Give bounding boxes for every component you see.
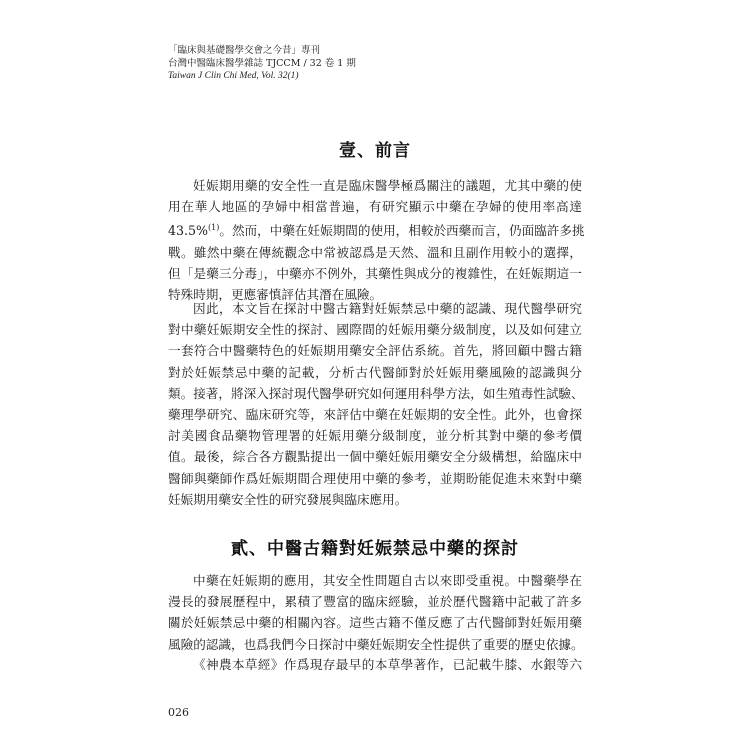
text-line: 戰。雖然中藥在傳統觀念中常被認爲是天然、溫和且副作用較小的選擇，: [168, 244, 582, 260]
section-2-paragraph-2: [168, 654, 582, 675]
text-fragment: 。然而，中藥在妊娠期間的使用，相較於西藥而言，仍面臨許多挑: [219, 223, 585, 239]
text-line: 中藥在妊娠期的應用，其安全性問題自古以來即受重視。中醫藥學在: [193, 573, 582, 588]
text-line: 藥理學研究、臨床研究等，來評估中藥在妊娠期的安全性。此外，也會探: [168, 407, 582, 423]
text-line: 妊娠期用藥的安全性一直是臨床醫學極爲關注的議題，尤其中藥的使: [193, 178, 582, 193]
text-line: 一套符合中醫藥特色的妊娠期用藥安全評估系統。首先，將回顧中醫古籍: [168, 343, 582, 359]
text-line: 漫長的發展歷程中，累積了豐富的臨床經驗，並於歷代醫籍中記載了許多: [168, 594, 582, 610]
page-number: 026: [168, 706, 189, 719]
text-line: 妊娠期用藥安全性的研究發展與臨床應用。: [168, 491, 408, 507]
text-line: 關於妊娠禁忌中藥的相關內容。這些古籍不僅反應了古代醫師對妊娠用藥: [168, 615, 582, 631]
section-2-paragraph-1: [168, 570, 582, 655]
text-line: 類。接著，將深入探討現代醫學研究如何運用科學方法，如生殖毒性試驗、: [168, 385, 584, 401]
text-line: 討美國食品藥物管理署的妊娠用藥分級制度，並分析其對中藥的參考價: [168, 428, 582, 444]
text-line: 對於妊娠禁忌中藥的記載，分析古代醫師對於妊娠用藥風險的認識與分: [168, 364, 582, 380]
section-1-paragraph-1: [168, 175, 585, 305]
text-line: 風險的認識，也爲我們今日探討中藥妊娠期安全性提供了重要的歷史依據。: [168, 636, 584, 652]
text-line: 特殊時期，更應審慎評估其潛在風險。: [168, 287, 383, 303]
statistic-text: 43.5%: [168, 223, 209, 239]
text-line: 但「是藥三分毒」，中藥亦不例外，其藥性與成分的複雜性，在妊娠期這一: [168, 266, 582, 281]
text-line: 《神農本草經》作爲現存最早的本草學著作，已記載牛膝、水銀等六: [193, 657, 582, 672]
text-line: 用在華人地區的孕婦中相當普遍，有研究顯示中藥在孕婦的使用率高達: [168, 199, 582, 215]
text-line: 因此，本文旨在探討中醫古籍對妊娠禁忌中藥的認識、現代醫學研究: [193, 301, 582, 316]
citation-marker: (1): [208, 223, 220, 233]
header-journal-volume: 台灣中醫臨床醫學雜誌 TJCCM / 32 卷 1 期: [168, 58, 356, 69]
text-line: 醫師與藥師作爲妊娠期間合理使用中藥的參考，並期盼能促進未來對中藥: [168, 470, 582, 486]
header-journal-english: Taiwan J Clin Chi Med, Vol. 32(1): [168, 71, 299, 81]
section-1-title: 壹、前言: [339, 141, 411, 161]
running-header: [168, 44, 356, 83]
text-line: 對中藥妊娠期安全性的探討、國際間的妊娠用藥分級制度，以及如何建立: [168, 322, 582, 338]
text-line: 值。最後，綜合各方觀點提出一個中藥妊娠用藥安全分級構想，給臨床中: [168, 449, 582, 465]
section-1-paragraph-2: [168, 298, 582, 510]
text-line-with-citation: [168, 217, 585, 241]
section-2-title: 貳、中醫古籍對妊娠禁忌中藥的探討: [231, 539, 519, 559]
header-special-issue: 「臨床與基礎醫學交會之今昔」專刊: [168, 45, 321, 56]
